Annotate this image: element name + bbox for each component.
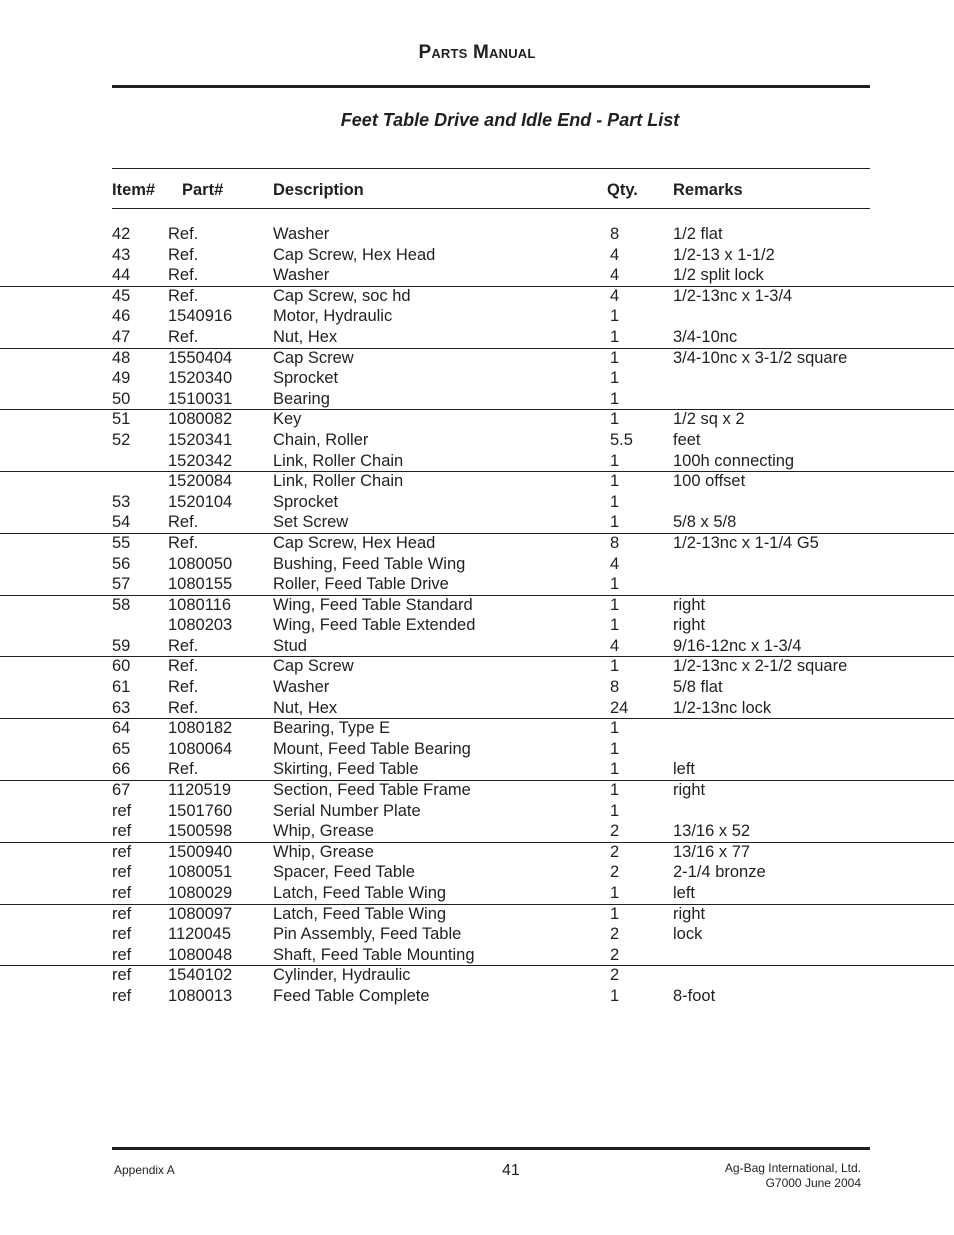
row-part-number: Ref. — [168, 513, 199, 532]
row-remarks: 3/4-10nc x 3-1/2 square — [673, 348, 848, 367]
row-part-number: 1501760 — [168, 801, 233, 820]
column-header-remarks: Remarks — [673, 181, 743, 199]
row-item-number: ref — [112, 842, 132, 861]
row-item-number: 44 — [112, 266, 131, 285]
row-part-number: 1520084 — [168, 472, 233, 491]
row-item-number: 54 — [112, 513, 131, 532]
row-description: Nut, Hex — [273, 327, 338, 346]
row-description: Mount, Feed Table Bearing — [273, 739, 471, 758]
row-quantity: 4 — [610, 636, 620, 655]
row-item-number: 67 — [112, 781, 131, 800]
row-quantity: 1 — [610, 389, 620, 408]
row-part-number: Ref. — [168, 327, 199, 346]
row-description: Washer — [273, 678, 330, 697]
row-quantity: 1 — [610, 307, 620, 326]
row-description: Cap Screw — [273, 348, 354, 367]
row-description: Chain, Roller — [273, 430, 369, 449]
table-row — [0, 471, 954, 492]
row-remarks: 1/2 flat — [673, 225, 723, 243]
table-row — [0, 656, 954, 677]
row-part-number: 1080029 — [168, 884, 233, 902]
row-quantity: 4 — [610, 266, 620, 285]
row-part-number: Ref. — [168, 533, 199, 552]
row-quantity: 1 — [610, 595, 620, 614]
row-part-number: 1080064 — [168, 739, 233, 758]
row-quantity: 1 — [610, 348, 620, 367]
row-part-number: 1550404 — [168, 348, 233, 367]
table-row — [0, 265, 954, 286]
table-row — [0, 615, 954, 636]
table-row — [0, 512, 954, 533]
row-part-number: 1510031 — [168, 389, 233, 408]
row-remarks: 2-1/4 bronze — [673, 863, 766, 882]
table-row — [0, 842, 954, 863]
page-number: 41 — [502, 1162, 520, 1179]
row-item-number: 66 — [112, 760, 131, 779]
row-quantity: 1 — [610, 513, 620, 532]
row-description: Sprocket — [273, 492, 339, 511]
row-item-number: 50 — [112, 389, 131, 408]
table-row — [0, 801, 954, 822]
row-part-number: 1080048 — [168, 945, 233, 964]
table-row — [0, 862, 954, 883]
row-description: Whip, Grease — [273, 842, 374, 861]
row-remarks: 1/2-13nc x 1-1/4 G5 — [673, 533, 819, 552]
table-title: Feet Table Drive and Idle End - Part List — [340, 110, 680, 130]
row-part-number: 1080082 — [168, 410, 233, 429]
row-description: Bearing, Type E — [273, 719, 391, 738]
row-description: Wing, Feed Table Extended — [273, 616, 476, 635]
column-header-part: Part# — [182, 181, 224, 199]
row-quantity: 24 — [610, 698, 629, 717]
row-remarks: right — [673, 616, 706, 635]
row-description: Serial Number Plate — [273, 801, 421, 820]
row-description: Spacer, Feed Table — [273, 863, 415, 882]
row-description: Roller, Feed Table Drive — [273, 575, 449, 594]
table-row — [0, 821, 954, 842]
row-item-number: 42 — [112, 225, 131, 243]
footer-company: Ag-Bag International, Ltd. — [724, 1161, 861, 1175]
row-quantity: 8 — [610, 533, 620, 552]
row-description: Cap Screw, soc hd — [273, 286, 411, 305]
table-row — [0, 904, 954, 925]
row-description: Motor, Hydraulic — [273, 307, 393, 326]
row-quantity: 1 — [610, 575, 620, 594]
row-part-number: 1120045 — [168, 925, 232, 944]
row-quantity: 2 — [610, 966, 620, 985]
row-description: Set Screw — [273, 513, 349, 532]
table-row — [0, 327, 954, 348]
table-row — [0, 306, 954, 327]
row-part-number: 1080051 — [168, 863, 233, 882]
row-quantity: 1 — [610, 986, 620, 1005]
row-item-number: 56 — [112, 554, 131, 573]
row-quantity: 8 — [610, 225, 620, 243]
row-item-number: 57 — [112, 575, 131, 594]
row-remarks: 5/8 x 5/8 — [673, 513, 737, 532]
row-part-number: Ref. — [168, 286, 199, 305]
row-item-number: 60 — [112, 657, 131, 676]
row-part-number: Ref. — [168, 760, 199, 779]
row-part-number: 1540102 — [168, 966, 233, 985]
row-description: Link, Roller Chain — [273, 472, 404, 491]
row-item-number: ref — [112, 945, 132, 964]
table-row — [0, 739, 954, 760]
row-part-number: 1080155 — [168, 575, 233, 594]
table-row — [0, 780, 954, 801]
table-row — [0, 533, 954, 554]
row-part-number: Ref. — [168, 657, 199, 676]
row-remarks: left — [673, 760, 696, 779]
row-remarks: left — [673, 884, 696, 902]
row-description: Feed Table Complete — [273, 986, 430, 1005]
row-item-number: 58 — [112, 595, 131, 614]
row-part-number: Ref. — [168, 225, 199, 243]
row-remarks: 1/2-13nc x 2-1/2 square — [673, 657, 848, 676]
row-description: Cylinder, Hydraulic — [273, 966, 411, 985]
table-row — [0, 595, 954, 616]
table-row — [0, 245, 954, 266]
row-quantity: 5.5 — [610, 430, 633, 449]
row-quantity: 1 — [610, 760, 620, 779]
row-part-number: 1500940 — [168, 842, 233, 861]
row-part-number: 1080182 — [168, 719, 233, 738]
column-header-item: Item# — [112, 181, 156, 199]
table-row — [0, 368, 954, 389]
row-description: Link, Roller Chain — [273, 451, 404, 470]
row-quantity: 1 — [610, 492, 620, 511]
row-item-number: 51 — [112, 410, 131, 429]
row-item-number: 52 — [112, 430, 131, 449]
row-description: Cap Screw, Hex Head — [273, 245, 436, 264]
table-row — [0, 286, 954, 307]
row-item-number: 55 — [112, 533, 131, 552]
row-part-number: 1500598 — [168, 822, 233, 841]
row-item-number: 46 — [112, 307, 131, 326]
row-quantity: 4 — [610, 554, 620, 573]
row-item-number: 64 — [112, 719, 131, 738]
row-quantity: 4 — [610, 286, 620, 305]
row-quantity: 1 — [610, 451, 620, 470]
row-remarks: lock — [673, 925, 703, 944]
table-row — [0, 348, 954, 369]
row-remarks: right — [673, 904, 706, 923]
row-part-number: 1080050 — [168, 554, 233, 573]
row-description: Section, Feed Table Frame — [273, 781, 471, 800]
table-row — [0, 924, 954, 945]
row-remarks: feet — [673, 430, 701, 449]
row-description: Bushing, Feed Table Wing — [273, 554, 466, 573]
row-remarks: 8-foot — [673, 986, 716, 1005]
row-description: Latch, Feed Table Wing — [273, 884, 447, 902]
row-quantity: 1 — [610, 369, 620, 388]
table-row — [0, 883, 954, 904]
table-row — [0, 986, 954, 1007]
row-part-number: Ref. — [168, 678, 199, 697]
row-description: Cap Screw — [273, 657, 354, 676]
row-part-number: 1520104 — [168, 492, 233, 511]
row-remarks: 1/2 split lock — [673, 266, 764, 285]
row-part-number: Ref. — [168, 636, 199, 655]
row-item-number: ref — [112, 822, 132, 841]
row-item-number: 63 — [112, 698, 131, 717]
table-row — [0, 636, 954, 657]
row-remarks: 1/2-13nc x 1-3/4 — [673, 286, 793, 305]
row-quantity: 1 — [610, 904, 620, 923]
row-item-number: 48 — [112, 348, 131, 367]
row-remarks: 100 offset — [673, 472, 746, 491]
row-item-number: ref — [112, 863, 132, 882]
row-quantity: 1 — [610, 657, 620, 676]
footer-publisher — [640, 1161, 861, 1191]
row-part-number: Ref. — [168, 698, 199, 717]
row-item-number: 53 — [112, 492, 131, 511]
header-rule — [112, 85, 870, 88]
row-quantity: 1 — [610, 739, 620, 758]
row-item-number: 61 — [112, 678, 131, 697]
row-quantity: 1 — [610, 472, 620, 491]
row-item-number: 49 — [112, 369, 131, 388]
row-description: Cap Screw, Hex Head — [273, 533, 436, 552]
row-remarks: 5/8 flat — [673, 678, 723, 697]
row-part-number: 1080203 — [168, 616, 233, 635]
table-row — [0, 677, 954, 698]
table-row — [0, 409, 954, 430]
row-quantity: 2 — [610, 822, 620, 841]
row-remarks: 1/2-13 x 1-1/2 — [673, 245, 775, 264]
table-row — [0, 718, 954, 739]
row-part-number: Ref. — [168, 245, 199, 264]
row-quantity: 2 — [610, 842, 620, 861]
column-header-qty: Qty. — [607, 181, 638, 199]
row-quantity: 1 — [610, 781, 620, 800]
column-header-description: Description — [273, 181, 364, 199]
row-item-number: 65 — [112, 739, 131, 758]
row-remarks: 100h connecting — [673, 451, 795, 470]
row-description: Skirting, Feed Table — [273, 760, 419, 779]
row-quantity: 4 — [610, 245, 620, 264]
footer-appendix: Appendix A — [114, 1163, 175, 1177]
table-row — [0, 759, 954, 780]
row-description: Bearing — [273, 389, 330, 408]
row-description: Sprocket — [273, 369, 339, 388]
table-row — [0, 698, 954, 719]
row-part-number: Ref. — [168, 266, 199, 285]
row-remarks: 9/16-12nc x 1-3/4 — [673, 636, 802, 655]
row-remarks: 3/4-10nc — [673, 327, 738, 346]
table-row — [0, 965, 954, 986]
table-row — [0, 451, 954, 472]
row-quantity: 1 — [610, 719, 620, 738]
row-description: Stud — [273, 636, 307, 655]
table-top-rule — [112, 168, 870, 169]
row-description: Nut, Hex — [273, 698, 338, 717]
row-quantity: 1 — [610, 884, 620, 902]
row-description: Wing, Feed Table Standard — [273, 595, 473, 614]
table-row — [0, 492, 954, 513]
row-quantity: 2 — [610, 925, 620, 944]
row-part-number: 1080013 — [168, 986, 233, 1005]
table-row — [0, 224, 954, 245]
row-quantity: 8 — [610, 678, 620, 697]
table-row — [0, 389, 954, 410]
row-part-number: 1080097 — [168, 904, 233, 923]
row-description: Washer — [273, 266, 330, 285]
row-quantity: 1 — [610, 327, 620, 346]
parts-table-body — [0, 224, 954, 1007]
row-item-number: ref — [112, 966, 132, 985]
row-remarks: right — [673, 595, 706, 614]
table-row — [0, 945, 954, 966]
row-description: Pin Assembly, Feed Table — [273, 925, 462, 944]
row-remarks: 1/2 sq x 2 — [673, 410, 745, 429]
row-part-number: 1120519 — [168, 781, 232, 800]
row-description: Key — [273, 410, 302, 429]
table-row — [0, 574, 954, 595]
row-item-number: ref — [112, 986, 132, 1005]
row-part-number: 1080116 — [168, 595, 232, 614]
row-item-number: 43 — [112, 245, 131, 264]
row-item-number: ref — [112, 884, 132, 902]
row-remarks: 1/2-13nc lock — [673, 698, 772, 717]
row-part-number: 1520342 — [168, 451, 233, 470]
row-quantity: 2 — [610, 945, 620, 964]
row-description: Washer — [273, 225, 330, 243]
row-quantity: 1 — [610, 801, 620, 820]
row-part-number: 1540916 — [168, 307, 233, 326]
row-item-number: ref — [112, 904, 132, 923]
row-quantity: 2 — [610, 863, 620, 882]
row-description: Latch, Feed Table Wing — [273, 904, 447, 923]
row-remarks: 13/16 x 52 — [673, 822, 751, 841]
row-description: Shaft, Feed Table Mounting — [273, 945, 475, 964]
page-header-title: Parts Manual — [418, 42, 536, 63]
row-remarks: 13/16 x 77 — [673, 842, 751, 861]
row-quantity: 1 — [610, 410, 620, 429]
row-part-number: 1520340 — [168, 369, 233, 388]
table-row — [0, 430, 954, 451]
row-remarks: right — [673, 781, 706, 800]
table-header-rule — [112, 208, 870, 209]
row-item-number: 47 — [112, 327, 131, 346]
footer-rule — [112, 1147, 870, 1150]
row-item-number: 59 — [112, 636, 131, 655]
row-description: Whip, Grease — [273, 822, 374, 841]
row-part-number: 1520341 — [168, 430, 233, 449]
footer-edition: G7000 June 2004 — [765, 1176, 861, 1190]
row-item-number: 45 — [112, 286, 131, 305]
row-item-number: ref — [112, 801, 132, 820]
row-quantity: 1 — [610, 616, 620, 635]
table-row — [0, 554, 954, 575]
row-item-number: ref — [112, 925, 132, 944]
